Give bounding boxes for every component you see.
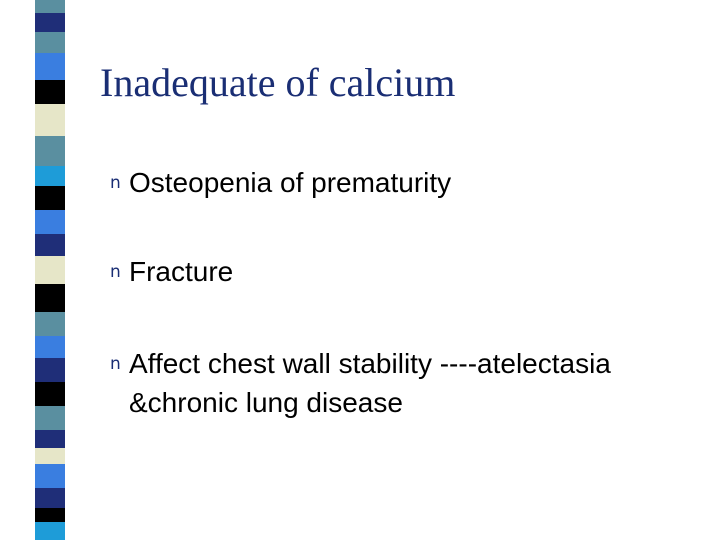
- stripe-block: [35, 382, 65, 406]
- bullet-text: Fracture: [129, 256, 234, 287]
- bullet-text-continuation: &chronic lung disease: [129, 387, 403, 418]
- stripe-block: [35, 104, 65, 136]
- stripe-block: [35, 136, 65, 166]
- stripe-block: [35, 53, 65, 80]
- stripe-block: [35, 488, 65, 508]
- stripe-block: [35, 80, 65, 104]
- bullet-marker: n: [110, 262, 121, 282]
- bullet-text: Osteopenia of prematurity: [129, 167, 452, 198]
- stripe-block: [35, 508, 65, 522]
- stripe-block: [35, 234, 65, 256]
- stripe-block: [35, 0, 65, 13]
- stripe-block: [35, 13, 65, 32]
- bullet-text: Affect chest wall stability ----atelectasia: [129, 348, 611, 379]
- stripe-block: [35, 166, 65, 186]
- stripe-block: [35, 336, 65, 358]
- stripe-block: [35, 448, 65, 464]
- stripe-block: [35, 358, 65, 382]
- stripe-block: [35, 312, 65, 336]
- stripe-block: [35, 210, 65, 234]
- stripe-block: [35, 522, 65, 540]
- stripe-block: [35, 186, 65, 210]
- slide-title: Inadequate of calcium: [100, 60, 456, 105]
- stripe-block: [35, 256, 65, 284]
- bullet-marker: n: [110, 354, 121, 374]
- stripe-block: [35, 406, 65, 430]
- stripe-block: [35, 32, 65, 53]
- stripe-block: [35, 284, 65, 312]
- decorative-stripe: [35, 0, 65, 540]
- stripe-block: [35, 430, 65, 448]
- bullet-marker: n: [110, 173, 121, 193]
- stripe-block: [35, 464, 65, 488]
